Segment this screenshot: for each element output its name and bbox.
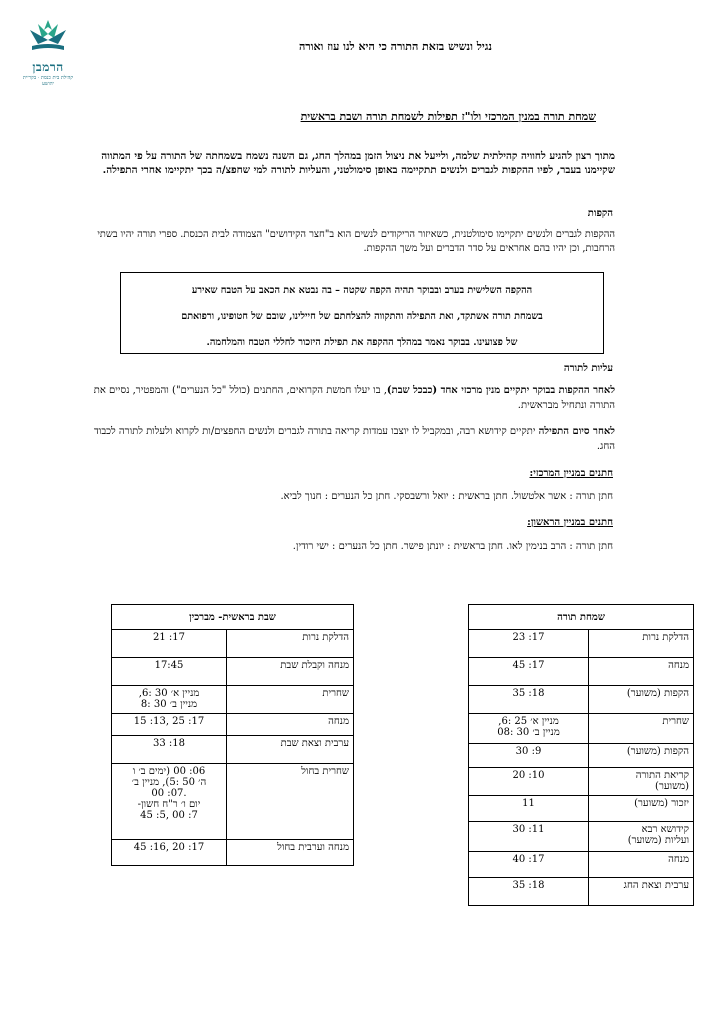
aliyot-paragraph-1 xyxy=(87,383,615,413)
aliyot-heading: עליות לתורה xyxy=(563,363,613,374)
schedule-time: 17: 40 xyxy=(469,852,589,878)
intro-paragraph: מתוך רצון להגיע לחוויה קהילתית שלמה, ולייעל את ניצול הזמן במהלך החג, גם השנה נשמח בשמחתה של התורה על פי המתווה שקיימנו בעבר, לפיו ההקפות לגברים ולנשים תתקיימה באופן סימולטני, והעליות לתורה למי שחפצ/ה בכך יתקיימו אחרי התפילה. xyxy=(101,150,615,176)
aliyot-p1-bold: לאחר ההקפות בבוקר יתקיים מנין מרכזי אחד (כבכל שבת) xyxy=(386,385,615,396)
table-row xyxy=(112,736,354,764)
table-row xyxy=(469,686,694,714)
schedule-label: שחרית בחול xyxy=(227,764,354,840)
shabbat-bereshit-table xyxy=(111,604,354,866)
book-crown-icon xyxy=(26,14,70,58)
schedule-label: מנחה xyxy=(589,852,694,878)
schedule-label: מנחה xyxy=(227,714,354,736)
table-row xyxy=(469,630,694,658)
table-row xyxy=(469,768,694,796)
schedule-label: הקפות (משוער) xyxy=(589,686,694,714)
shabbat-table-title: שבת בראשית- מברכין xyxy=(112,605,354,630)
first-chatanim-heading: חתנים במניין הראשון: xyxy=(527,517,613,528)
schedule-label: ערבית וצאת שבת xyxy=(227,736,354,764)
notice-line-1: ההקפה השלישית בערב ובבוקר תהיה הקפה שקטה – בה נבטא את הכאב על הטבח שאירע xyxy=(191,285,533,296)
schedule-label: שחרית xyxy=(227,686,354,714)
table-row xyxy=(469,796,694,822)
schedule-time: 18: 35 xyxy=(469,686,589,714)
shabbat-table-body xyxy=(112,630,354,866)
central-chatanim-text: חתן תורה : אשר אלטשול. חתן בראשית : יואל ורשבסקי. חתן כל הנערים : חנוך לביא. xyxy=(280,491,613,502)
aliyot-p2-rest: יתקיים קידושא רבה, ובמקביל לו יוצבו עמדות קריאה בתורה לגברים ולנשים החפצים/ות לקרוא ולעלות לתורה לכבוד החג. xyxy=(93,426,615,452)
schedule-label: מנחה וערבית בחול xyxy=(227,840,354,866)
table-row xyxy=(112,658,354,686)
schedule-label: שחרית xyxy=(589,714,694,744)
schedule-label: קריאת התורה (משוער) xyxy=(589,768,694,796)
schedule-time: 11 xyxy=(469,796,589,822)
page-motto: נגיל ונשיש בזאת התורה כי היא לנו עוז ואורה xyxy=(298,40,492,53)
schedule-time: 17:45 xyxy=(112,658,227,686)
page-title: שמחת תורה במנין המרכזי ולו"ז תפילות לשמחת תורה ושבת בראשית xyxy=(300,110,596,123)
schedule-label: הדלקת נרות xyxy=(227,630,354,658)
table-row xyxy=(112,630,354,658)
table-row xyxy=(469,878,694,906)
simchat-table-title: שמחת תורה xyxy=(469,605,694,630)
schedule-label: מנחה xyxy=(589,658,694,686)
schedule-label: הקפות (משוער) xyxy=(589,744,694,768)
table-row xyxy=(469,714,694,744)
schedule-time: 9: 30 xyxy=(469,744,589,768)
schedule-time: 06: 00 (ימים ב׳ ו ה׳ 50 :5), מניין ב׳ .07: 00 יום ו׳ ר"ח חשון- 7: 00 ,5: 45 xyxy=(112,764,227,840)
aliyot-p1-rest: , בו יעלו חמשת הקרואים, החתנים (כולל "כל הנערים") והמפטיר, נסיים את התורה ונתחיל מבראשית. xyxy=(93,385,615,411)
logo-text: הרמבן xyxy=(32,60,64,74)
first-chatanim-text: חתן תורה : הרב בנימין לאו. חתן בראשית : יונתן פישר. חתן כל הנערים : ישי רודין. xyxy=(292,541,613,552)
schedule-label: ערבית וצאת החג xyxy=(589,878,694,906)
schedule-time: מניין א׳ 30 :6, מניין ב׳ 30 :8 xyxy=(112,686,227,714)
schedule-time: מניין א׳ 25 :6, מניין ב׳ 30 :08 xyxy=(469,714,589,744)
schedule-time: 18: 33 xyxy=(112,736,227,764)
schedule-time: 10: 20 xyxy=(469,768,589,796)
schedule-label: מנחה וקבלת שבת xyxy=(227,658,354,686)
schedule-time: 17: 45 xyxy=(469,658,589,686)
table-row xyxy=(469,852,694,878)
simchat-torah-table xyxy=(468,604,694,906)
aliyot-p2-pre: לאחר xyxy=(589,426,615,437)
schedule-label: קידושא רבא ועליות (משוער) xyxy=(589,822,694,852)
aliyot-p2-bold: סיום התפילה xyxy=(538,426,590,437)
schedule-time: 17: 23 xyxy=(469,630,589,658)
schedule-label: הדלקת נרות xyxy=(589,630,694,658)
silent-hakafa-notice xyxy=(120,272,604,354)
schedule-time: 18: 35 xyxy=(469,878,589,906)
hakafot-heading: הקפות xyxy=(587,208,613,219)
simchat-table-body xyxy=(469,630,694,906)
aliyot-paragraph-2 xyxy=(87,424,615,454)
schedule-label: יזכור (משוער) xyxy=(589,796,694,822)
synagogue-logo xyxy=(22,14,74,87)
logo-subtitle: קהילת בית כנסת · בקריית יהושע xyxy=(22,75,74,87)
central-chatanim-heading: חתנים במניין המרכזי: xyxy=(529,468,613,479)
schedule-time: 17: 25 ,13: 15 xyxy=(112,714,227,736)
notice-line-3: של פצועינו. בבוקר נאמר במהלך ההקפה את תפילת היזכור לחללי הטבח והמלחמה. xyxy=(206,337,518,348)
table-row xyxy=(469,744,694,768)
schedule-time: 11: 30 xyxy=(469,822,589,852)
schedule-time: 17: 21 xyxy=(112,630,227,658)
notice-line-2: בשמחת תורה אשתקד, ואת התפילה והתקווה להצלחתם של חיילינו, שובם של חטופינו, ורפואתם xyxy=(181,311,543,322)
table-row xyxy=(112,764,354,840)
table-row xyxy=(469,822,694,852)
schedule-time: 17: 20 ,16: 45 xyxy=(112,840,227,866)
table-row xyxy=(112,714,354,736)
hakafot-paragraph: ההקפות לגברים ולנשים יתקיימו סימולטנית, כשאיזור הריקודים לנשים הוא ב"חצר הקידושים" הצמודה לבית הכנסת. ספרי תורה יהיו בשתי הרחבות, וכן יהיו בהם אחראים על סדר הדברים ועל משך ההקפות. xyxy=(97,229,615,254)
table-row xyxy=(112,686,354,714)
table-row xyxy=(469,658,694,686)
table-row xyxy=(112,840,354,866)
